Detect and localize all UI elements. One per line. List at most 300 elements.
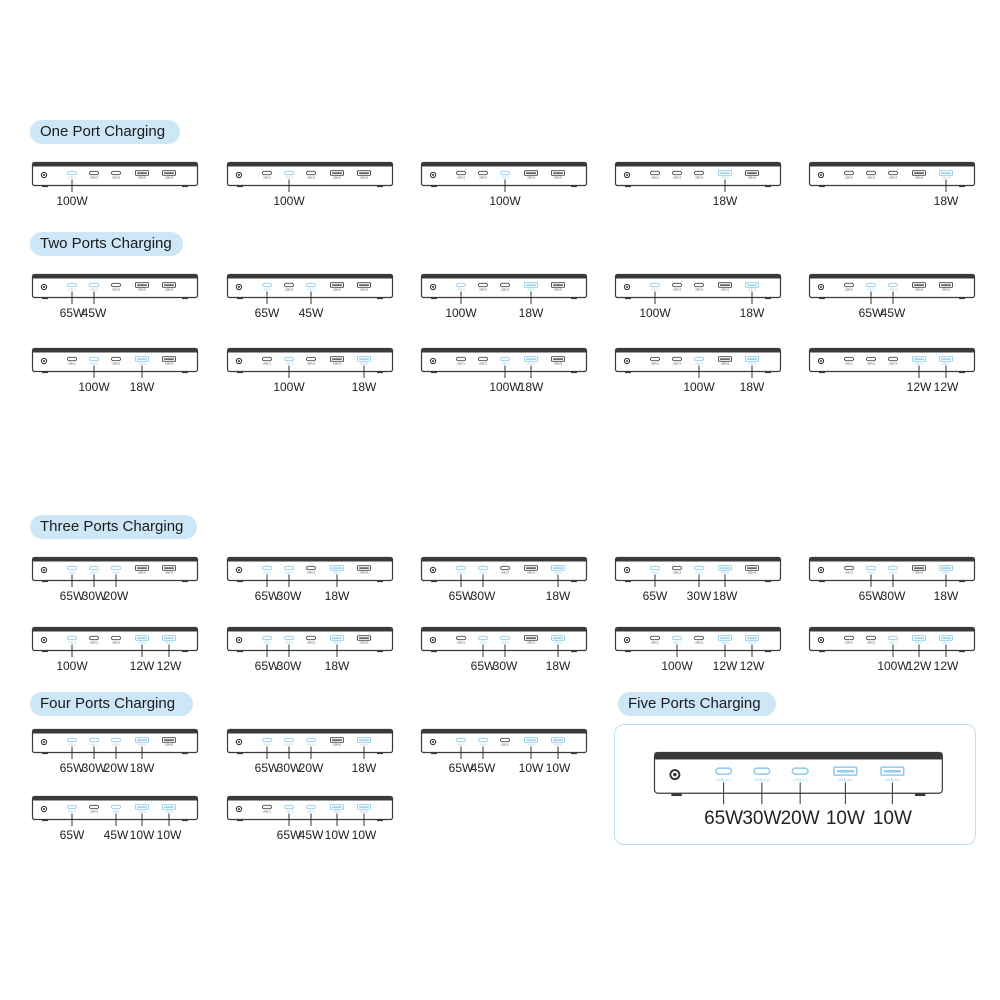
port-icon	[845, 171, 854, 174]
port-icon	[716, 768, 732, 774]
port-label: USB-C3	[306, 289, 316, 292]
hub-top-edge	[422, 163, 587, 167]
hub-foot	[671, 793, 681, 796]
hub-foot	[182, 820, 188, 822]
port-label: USB-C3	[888, 363, 898, 366]
wattage-label: 65W	[254, 761, 280, 775]
wattage-label: 10W	[351, 828, 377, 842]
port-label: USB-A1	[526, 289, 536, 292]
port-icon	[457, 738, 466, 741]
port-label: USB-A1	[720, 642, 730, 645]
port-label: USB-A1	[332, 363, 342, 366]
port-label: USB-C3	[111, 289, 121, 292]
port-icon	[695, 357, 704, 360]
wattage-label: 100W	[661, 659, 693, 673]
port-label: USB-C3	[111, 177, 121, 180]
port-label: USB-C3	[500, 744, 510, 747]
port-icon	[867, 171, 876, 174]
power-button-center	[238, 741, 240, 743]
wattage-label: 10W	[872, 808, 912, 830]
port-label: USB-A1	[914, 289, 924, 292]
wattage-label: 20W	[103, 589, 129, 603]
port-label: USB-C1	[67, 572, 77, 575]
port-icon	[754, 768, 770, 774]
wattage-label: 18W	[518, 380, 544, 394]
wattage-label: 100W	[56, 194, 88, 208]
wattage-label: 100W	[56, 659, 88, 673]
port-label: USB-A2	[359, 642, 369, 645]
port-label: USB-A2	[164, 642, 174, 645]
wattage-label: 65W	[254, 589, 280, 603]
port-icon	[263, 566, 272, 569]
port-label: USB-C3	[888, 177, 898, 180]
port-icon	[285, 636, 294, 639]
port-icon	[90, 636, 99, 639]
hub-foot	[915, 793, 925, 796]
port-label: USB-A2	[164, 363, 174, 366]
port-label: USB-A1	[720, 289, 730, 292]
port-icon	[479, 357, 488, 360]
wattage-label: 30W	[880, 589, 906, 603]
hub-top-edge	[33, 349, 198, 353]
hub-foot	[182, 372, 188, 374]
port-icon	[867, 283, 876, 286]
port-label: USB-A1	[838, 776, 853, 782]
hub-two-0-0	[32, 274, 198, 344]
port-icon	[68, 171, 77, 174]
port-tongue	[914, 172, 924, 173]
port-label: USB-A1	[914, 177, 924, 180]
port-icon	[457, 171, 466, 174]
port-tongue	[332, 637, 342, 638]
port-icon	[307, 738, 316, 741]
port-label: USB-C2	[284, 642, 294, 645]
port-label: USB-C2	[866, 363, 876, 366]
port-tongue	[332, 739, 342, 740]
port-label: USB-C2	[866, 177, 876, 180]
port-tongue	[747, 567, 757, 568]
hub-four-1-0	[32, 796, 198, 866]
port-label: USB-A1	[720, 363, 730, 366]
wattage-label: 65W	[59, 306, 85, 320]
port-label: USB-C1	[456, 744, 466, 747]
port-label: USB-C2	[754, 776, 770, 782]
port-label: USB-C2	[866, 572, 876, 575]
port-icon	[263, 636, 272, 639]
wattage-label: 12W	[933, 659, 959, 673]
hub-top-edge	[422, 730, 587, 734]
port-icon	[90, 171, 99, 174]
port-icon	[263, 171, 272, 174]
port-tongue	[941, 172, 951, 173]
hub-foot	[182, 753, 188, 755]
power-button-center	[626, 639, 628, 641]
hub-top-edge	[33, 628, 198, 632]
port-label: USB-C3	[694, 363, 704, 366]
port-tongue	[164, 358, 174, 359]
hub-three-1-1	[227, 627, 393, 697]
port-tongue	[137, 567, 147, 568]
port-tongue	[332, 284, 342, 285]
hub-top-edge	[810, 558, 975, 562]
hub-foot	[237, 753, 243, 755]
hub-foot	[765, 651, 771, 653]
wattage-label: 65W	[448, 589, 474, 603]
port-icon	[695, 566, 704, 569]
wattage-label: 18W	[351, 380, 377, 394]
port-icon	[673, 566, 682, 569]
port-label: USB-C1	[650, 642, 660, 645]
wattage-label: 20W	[780, 808, 820, 830]
port-label: USB-C1	[67, 744, 77, 747]
wattage-label: 45W	[81, 306, 107, 320]
hub-top-edge	[422, 349, 587, 353]
wattage-label: 10W	[324, 828, 350, 842]
wattage-label: 30W	[81, 589, 107, 603]
hub-four-0-0	[32, 729, 198, 799]
port-tongue	[332, 358, 342, 359]
port-label: USB-C2	[478, 177, 488, 180]
port-label: USB-C3	[306, 642, 316, 645]
port-label: USB-A2	[747, 177, 757, 180]
hub-foot	[625, 186, 631, 188]
wattage-label: 45W	[880, 306, 906, 320]
port-label: USB-C2	[284, 363, 294, 366]
port-label: USB-C1	[262, 289, 272, 292]
port-icon	[457, 566, 466, 569]
wattage-label: 65W	[59, 589, 85, 603]
port-tongue	[941, 567, 951, 568]
hub-foot	[237, 820, 243, 822]
three-ports-heading-text: Three Ports Charging	[40, 518, 184, 535]
wattage-label: 18W	[933, 194, 959, 208]
port-label: USB-C1	[262, 572, 272, 575]
hub-three-0-0	[32, 557, 198, 627]
port-label: USB-C1	[844, 642, 854, 645]
wattage-label: 18W	[739, 306, 765, 320]
port-tongue	[553, 637, 563, 638]
hub-foot	[819, 581, 825, 583]
wattage-label: 18W	[545, 659, 571, 673]
port-label: USB-C2	[866, 289, 876, 292]
port-label: USB-C3	[306, 811, 316, 814]
port-label: USB-C3	[888, 642, 898, 645]
hub-foot	[765, 581, 771, 583]
port-tongue	[553, 284, 563, 285]
port-label: USB-C3	[111, 811, 121, 814]
port-icon	[307, 171, 316, 174]
port-label: USB-C3	[111, 363, 121, 366]
hub-top-edge	[33, 558, 198, 562]
port-label: USB-A1	[720, 177, 730, 180]
power-button-center	[432, 569, 434, 571]
wattage-label: 18W	[739, 380, 765, 394]
power-button-center	[238, 174, 240, 176]
port-label: USB-C1	[650, 177, 660, 180]
power-button-center	[238, 360, 240, 362]
port-icon	[501, 636, 510, 639]
port-tongue	[164, 567, 174, 568]
hub-foot	[819, 298, 825, 300]
port-icon	[307, 805, 316, 808]
port-icon	[263, 805, 272, 808]
port-tongue	[526, 284, 536, 285]
port-label: USB-C1	[716, 776, 731, 782]
port-tongue	[359, 567, 369, 568]
four-ports-heading-text: Four Ports Charging	[40, 695, 176, 712]
port-icon	[673, 357, 682, 360]
hub-top-edge	[616, 163, 781, 167]
wattage-label: 65W	[858, 306, 884, 320]
port-label: USB-C1	[67, 177, 77, 180]
port-label: USB-A1	[720, 572, 730, 575]
port-tongue	[720, 567, 730, 568]
port-icon	[501, 357, 510, 360]
port-icon	[90, 738, 99, 741]
port-label: USB-A2	[164, 572, 174, 575]
port-tongue	[359, 637, 369, 638]
hub-top-edge	[616, 275, 781, 279]
port-label: USB-A2	[359, 572, 369, 575]
port-tongue	[526, 358, 536, 359]
five-ports-heading-text: Five Ports Charging	[628, 695, 761, 712]
port-icon	[845, 636, 854, 639]
wattage-label: 12W	[129, 659, 155, 673]
port-label: USB-A2	[885, 776, 900, 782]
wattage-label: 18W	[712, 589, 738, 603]
port-label: USB-A2	[359, 363, 369, 366]
hub-three-1-2	[421, 627, 587, 697]
hub-foot	[431, 186, 437, 188]
port-label: USB-C3	[694, 642, 704, 645]
port-label: USB-A1	[526, 744, 536, 747]
wattage-label: 18W	[129, 380, 155, 394]
port-label: USB-A2	[164, 177, 174, 180]
port-label: USB-A1	[137, 811, 147, 814]
hub-top-edge	[228, 797, 393, 801]
hub-foot	[182, 298, 188, 300]
wattage-label: 65W	[448, 761, 474, 775]
wattage-label: 30W	[686, 589, 712, 603]
hub-top-edge	[228, 730, 393, 734]
port-tongue	[137, 637, 147, 638]
port-icon	[263, 357, 272, 360]
hub-foot	[377, 186, 383, 188]
port-icon	[68, 566, 77, 569]
power-button-center	[626, 174, 628, 176]
hub-foot	[765, 186, 771, 188]
hub-foot	[42, 186, 48, 188]
port-tongue	[720, 284, 730, 285]
power-button-center	[43, 286, 45, 288]
hub-foot	[377, 581, 383, 583]
port-label: USB-A2	[747, 289, 757, 292]
port-label: USB-C2	[478, 642, 488, 645]
port-label: USB-A1	[137, 572, 147, 575]
port-label: USB-A2	[941, 177, 951, 180]
port-label: USB-C3	[306, 744, 316, 747]
port-tongue	[359, 739, 369, 740]
port-icon	[845, 566, 854, 569]
port-label: USB-C2	[284, 744, 294, 747]
port-label: USB-C2	[89, 744, 99, 747]
port-icon	[845, 283, 854, 286]
port-tongue	[747, 284, 757, 285]
port-icon	[457, 283, 466, 286]
port-label: USB-C2	[284, 811, 294, 814]
port-label: USB-A2	[553, 642, 563, 645]
port-label: USB-C2	[89, 642, 99, 645]
one-port-heading-text: One Port Charging	[40, 123, 166, 140]
hub-foot	[182, 581, 188, 583]
port-label: USB-C3	[306, 177, 316, 180]
wattage-label: 45W	[470, 761, 496, 775]
port-icon	[285, 283, 294, 286]
port-icon	[651, 283, 660, 286]
port-icon	[68, 636, 77, 639]
power-button-center	[820, 286, 822, 288]
port-label: USB-C3	[500, 572, 510, 575]
port-tongue	[526, 567, 536, 568]
wattage-label: 18W	[324, 589, 350, 603]
power-button-center	[238, 808, 240, 810]
wattage-label: 100W	[877, 659, 909, 673]
wattage-label: 100W	[445, 306, 477, 320]
wattage-label: 12W	[906, 659, 932, 673]
port-label: USB-C2	[89, 572, 99, 575]
power-button-center	[238, 569, 240, 571]
port-icon	[651, 357, 660, 360]
port-label: USB-A2	[941, 642, 951, 645]
port-label: USB-C2	[866, 642, 876, 645]
port-label: USB-A2	[747, 572, 757, 575]
port-label: USB-C2	[284, 177, 294, 180]
port-tongue	[359, 358, 369, 359]
hub-three-0-1	[227, 557, 393, 627]
port-label: USB-C2	[89, 363, 99, 366]
port-icon	[307, 283, 316, 286]
port-label: USB-C1	[650, 289, 660, 292]
port-label: USB-C1	[67, 642, 77, 645]
port-label: USB-C1	[262, 363, 272, 366]
port-icon	[90, 357, 99, 360]
port-label: USB-C1	[456, 572, 466, 575]
hub-top-edge	[422, 275, 587, 279]
hub-foot	[377, 651, 383, 653]
hub-foot	[431, 651, 437, 653]
power-button-center	[820, 174, 822, 176]
port-label: USB-C3	[111, 744, 121, 747]
port-label: USB-C1	[456, 642, 466, 645]
hub-one-0-3	[615, 162, 781, 232]
hub-foot	[431, 298, 437, 300]
wattage-label: 100W	[489, 380, 521, 394]
port-label: USB-C1	[844, 289, 854, 292]
port-label: USB-A2	[359, 289, 369, 292]
port-tongue	[164, 806, 174, 807]
hub-foot	[625, 581, 631, 583]
power-button-center	[43, 808, 45, 810]
port-icon	[112, 805, 121, 808]
hub-foot	[42, 753, 48, 755]
wattage-label: 10W	[156, 828, 182, 842]
wattage-label: 65W	[704, 808, 744, 830]
power-button-center	[820, 360, 822, 362]
hub-top-edge	[616, 558, 781, 562]
power-button-center	[238, 286, 240, 288]
port-tongue	[941, 284, 951, 285]
port-tongue	[747, 637, 757, 638]
port-label: USB-C2	[672, 177, 682, 180]
port-label: USB-C3	[888, 289, 898, 292]
wattage-label: 65W	[276, 828, 302, 842]
hub-two-0-4	[809, 274, 975, 344]
wattage-label: 100W	[273, 380, 305, 394]
wattage-label: 30W	[742, 808, 782, 830]
power-button-center	[673, 773, 676, 776]
wattage-label: 65W	[254, 306, 280, 320]
wattage-label: 18W	[324, 659, 350, 673]
power-button-center	[432, 174, 434, 176]
wattage-label: 12W	[156, 659, 182, 673]
port-label: USB-A2	[941, 289, 951, 292]
port-label: USB-A2	[553, 572, 563, 575]
hub-one-0-4	[809, 162, 975, 232]
hub-three-0-2	[421, 557, 587, 627]
port-label: USB-C3	[500, 642, 510, 645]
port-tongue	[164, 637, 174, 638]
wattage-label: 18W	[129, 761, 155, 775]
port-tongue	[332, 172, 342, 173]
hub-foot	[431, 753, 437, 755]
wattage-label: 18W	[518, 306, 544, 320]
port-label: USB-C3	[111, 572, 121, 575]
wattage-label: 18W	[545, 589, 571, 603]
port-icon	[501, 171, 510, 174]
port-tongue	[137, 806, 147, 807]
port-icon	[285, 566, 294, 569]
wattage-label: 100W	[78, 380, 110, 394]
power-button-center	[43, 569, 45, 571]
wattage-label: 30W	[276, 589, 302, 603]
port-icon	[695, 171, 704, 174]
port-label: USB-A1	[526, 363, 536, 366]
port-label: USB-A2	[553, 289, 563, 292]
port-label: USB-A1	[526, 177, 536, 180]
port-icon	[673, 171, 682, 174]
hub-foot	[377, 820, 383, 822]
hub-foot	[431, 372, 437, 374]
power-button-center	[820, 639, 822, 641]
port-label: USB-A1	[914, 363, 924, 366]
port-label: USB-C2	[89, 289, 99, 292]
wattage-label: 65W	[858, 589, 884, 603]
hub-top-edge	[33, 797, 198, 801]
wattage-label: 65W	[642, 589, 668, 603]
port-icon	[285, 171, 294, 174]
port-icon	[651, 171, 660, 174]
power-button-center	[43, 639, 45, 641]
port-icon	[68, 805, 77, 808]
hub-foot	[431, 581, 437, 583]
port-icon	[90, 283, 99, 286]
port-label: USB-A1	[137, 289, 147, 292]
port-icon	[457, 636, 466, 639]
port-icon	[112, 357, 121, 360]
hub-top-edge	[228, 628, 393, 632]
hub-foot	[959, 372, 965, 374]
port-tongue	[137, 284, 147, 285]
